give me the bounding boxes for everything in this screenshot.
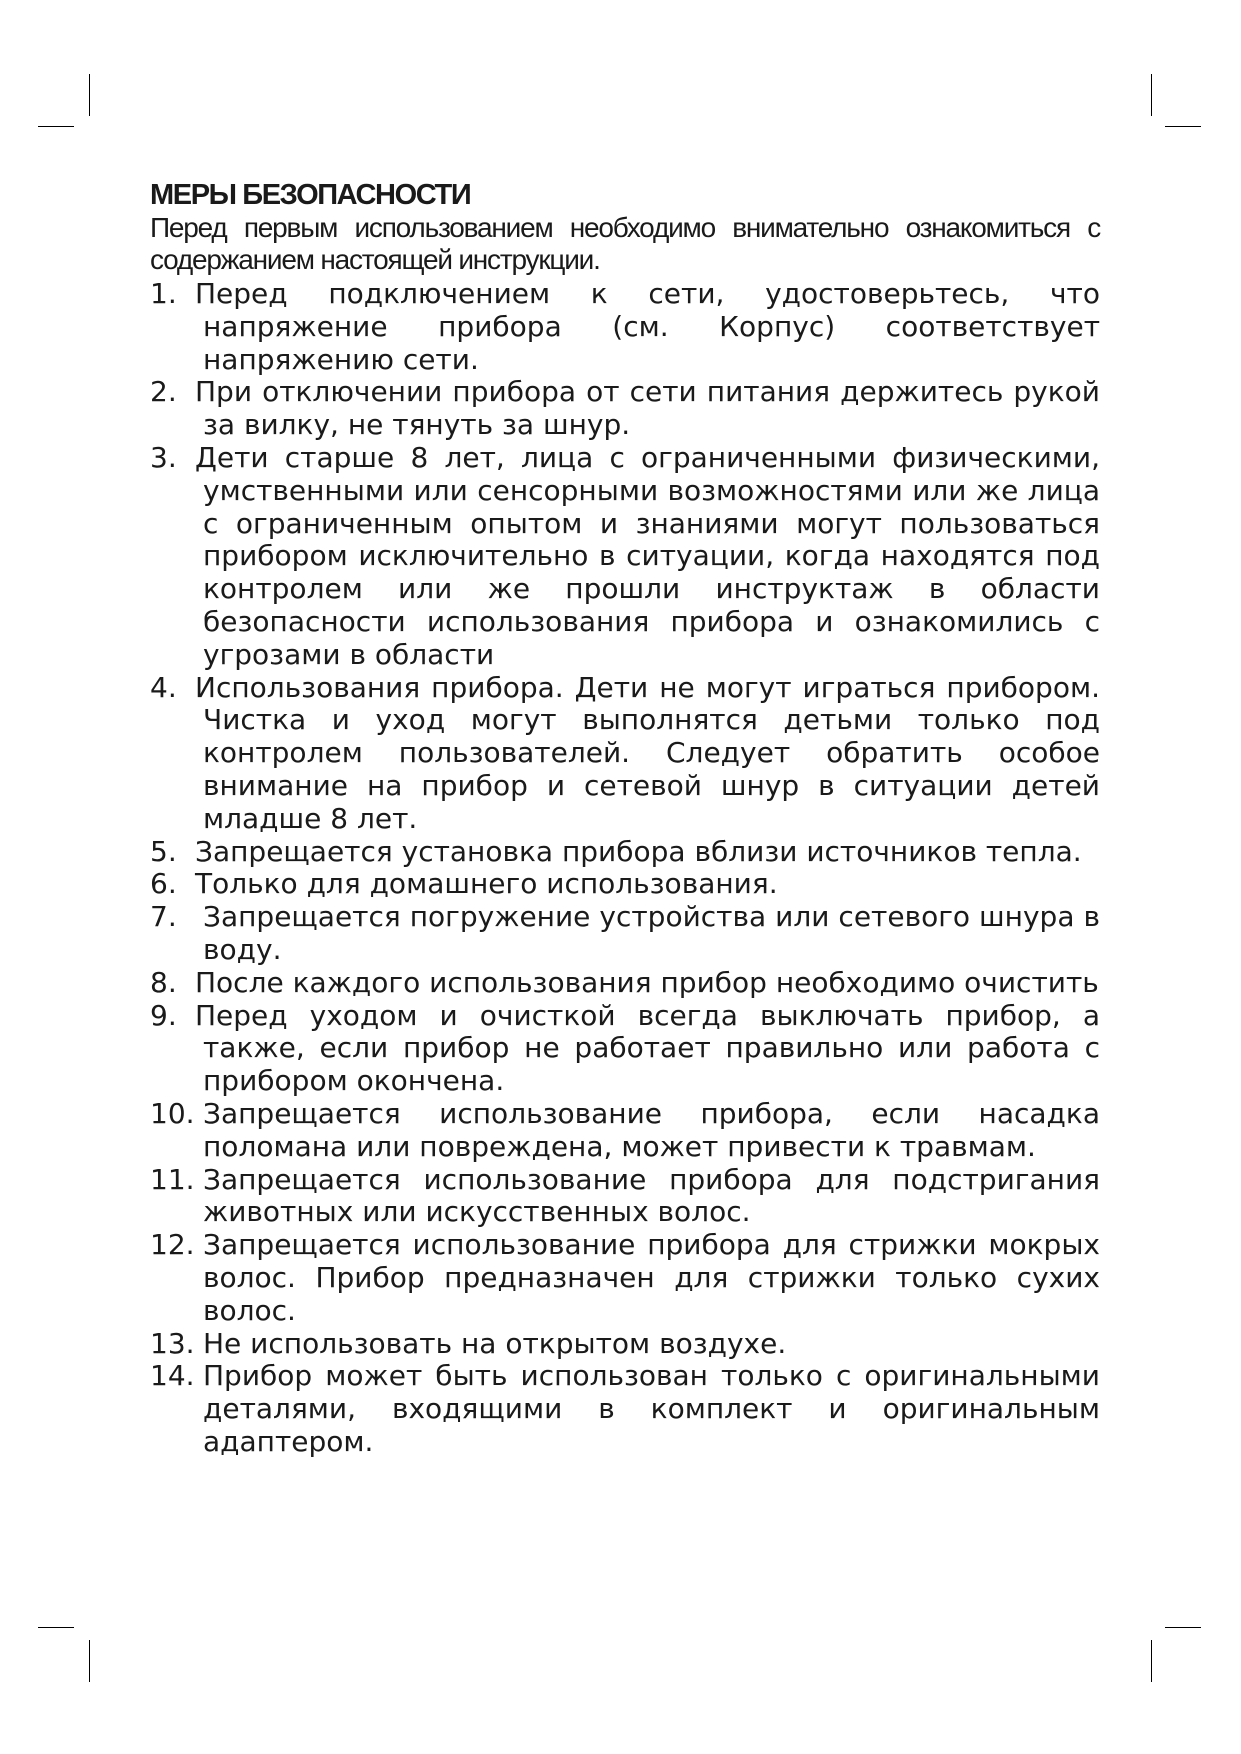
- list-item-text: Запрещается использование прибора, если насадка поломана или повреждена, может привести к травмам.: [203, 1096, 1100, 1163]
- list-item: [150, 376, 1100, 442]
- list-item-text: При отключении прибора от сети питания держитесь рукой за вилку, не тянуть за шнур.: [195, 375, 1100, 442]
- safety-rules-list: [150, 278, 1100, 1459]
- list-item: [150, 672, 1100, 836]
- safety-section: [150, 178, 1100, 1459]
- list-item-text: Перед уходом и очисткой всегда выключать прибор, а также, если прибор не работает правильно или работа с прибором окончена.: [195, 998, 1100, 1098]
- list-item-number: 9.: [150, 998, 177, 1032]
- list-item-number: 10.: [150, 1096, 195, 1130]
- list-item: [150, 1098, 1100, 1164]
- crop-mark-bottom-left-horizontal: [38, 1627, 74, 1628]
- list-item-number: 11.: [150, 1162, 195, 1196]
- list-item: [150, 1164, 1100, 1230]
- list-item-number: 3.: [150, 440, 177, 474]
- list-item-number: 5.: [150, 834, 177, 868]
- section-title: МЕРЫ БЕЗОПАСНОСТИ: [150, 179, 471, 211]
- list-item-text: Запрещается использование прибора для подстригания животных или искусственных волос.: [203, 1162, 1100, 1229]
- list-item-number: 12.: [150, 1228, 195, 1262]
- list-item-text: Запрещается погружение устройства или сетевого шнура в воду.: [203, 900, 1100, 966]
- crop-mark-bottom-right-vertical: [1151, 1640, 1152, 1682]
- list-item-text: Дети старше 8 лет, лица с ограниченными физическими, умственными или сенсорными возможностями или же лица с ограниченным опытом и знаниями могут пользоваться прибором исключительно в ситуации, когда находятся под контролем или же прошли инструктаж в области безопасности использования прибора и ознакомились с угрозами в области: [195, 440, 1100, 671]
- list-item: [150, 901, 1100, 967]
- list-item-text: После каждого использования прибор необходимо очистить: [195, 965, 1099, 999]
- intro-paragraph: Перед первым использованием необходимо внимательно ознакомиться с содержанием настоящей инструкции.: [150, 212, 1100, 275]
- crop-mark-bottom-left-vertical: [89, 1640, 90, 1682]
- list-item-number: 7.: [150, 900, 177, 934]
- list-item: [150, 868, 1100, 901]
- crop-mark-top-left-vertical: [89, 74, 90, 116]
- list-item-text: Прибор может быть использован только с оригинальными деталями, входящими в комплект и оригинальным адаптером.: [203, 1359, 1100, 1458]
- list-item-text: Только для домашнего использования.: [195, 867, 778, 901]
- list-item-number: 8.: [150, 965, 177, 999]
- list-item-text: Перед подключением к сети, удостоверьтесь, что напряжение прибора (см. Корпус) соответствует напряжению сети.: [195, 277, 1100, 376]
- crop-mark-top-right-vertical: [1151, 74, 1152, 116]
- list-item: [150, 1000, 1100, 1098]
- list-item-number: 13.: [150, 1326, 195, 1360]
- list-item: [150, 967, 1100, 1000]
- list-item: [150, 836, 1100, 869]
- crop-mark-top-left-horizontal: [38, 126, 74, 127]
- list-item-number: 4.: [150, 670, 177, 704]
- list-item-text: Запрещается установка прибора вблизи источников тепла.: [195, 834, 1082, 868]
- list-item: [150, 442, 1100, 672]
- list-item-number: 2.: [150, 375, 177, 409]
- list-item-text: Запрещается использование прибора для стрижки мокрых волос. Прибор предназначен для стрижки только сухих волос.: [203, 1228, 1100, 1327]
- list-item-number: 1.: [150, 277, 177, 310]
- list-item-number: 6.: [150, 867, 177, 901]
- crop-mark-bottom-right-horizontal: [1165, 1627, 1201, 1628]
- list-item: [150, 1229, 1100, 1327]
- list-item-text: Не использовать на открытом воздухе.: [203, 1326, 787, 1360]
- crop-mark-top-right-horizontal: [1165, 126, 1201, 127]
- list-item-number: 14.: [150, 1359, 195, 1393]
- list-item: [150, 1360, 1100, 1458]
- list-item: [150, 278, 1100, 376]
- list-item: [150, 1328, 1100, 1361]
- list-item-text: Использования прибора. Дети не могут играться прибором. Чистка и уход могут выполнятся детьми только под контролем пользователей. Следует обратить особое внимание на прибор и сетевой шнур в ситуации детей младше 8 лет.: [195, 670, 1100, 835]
